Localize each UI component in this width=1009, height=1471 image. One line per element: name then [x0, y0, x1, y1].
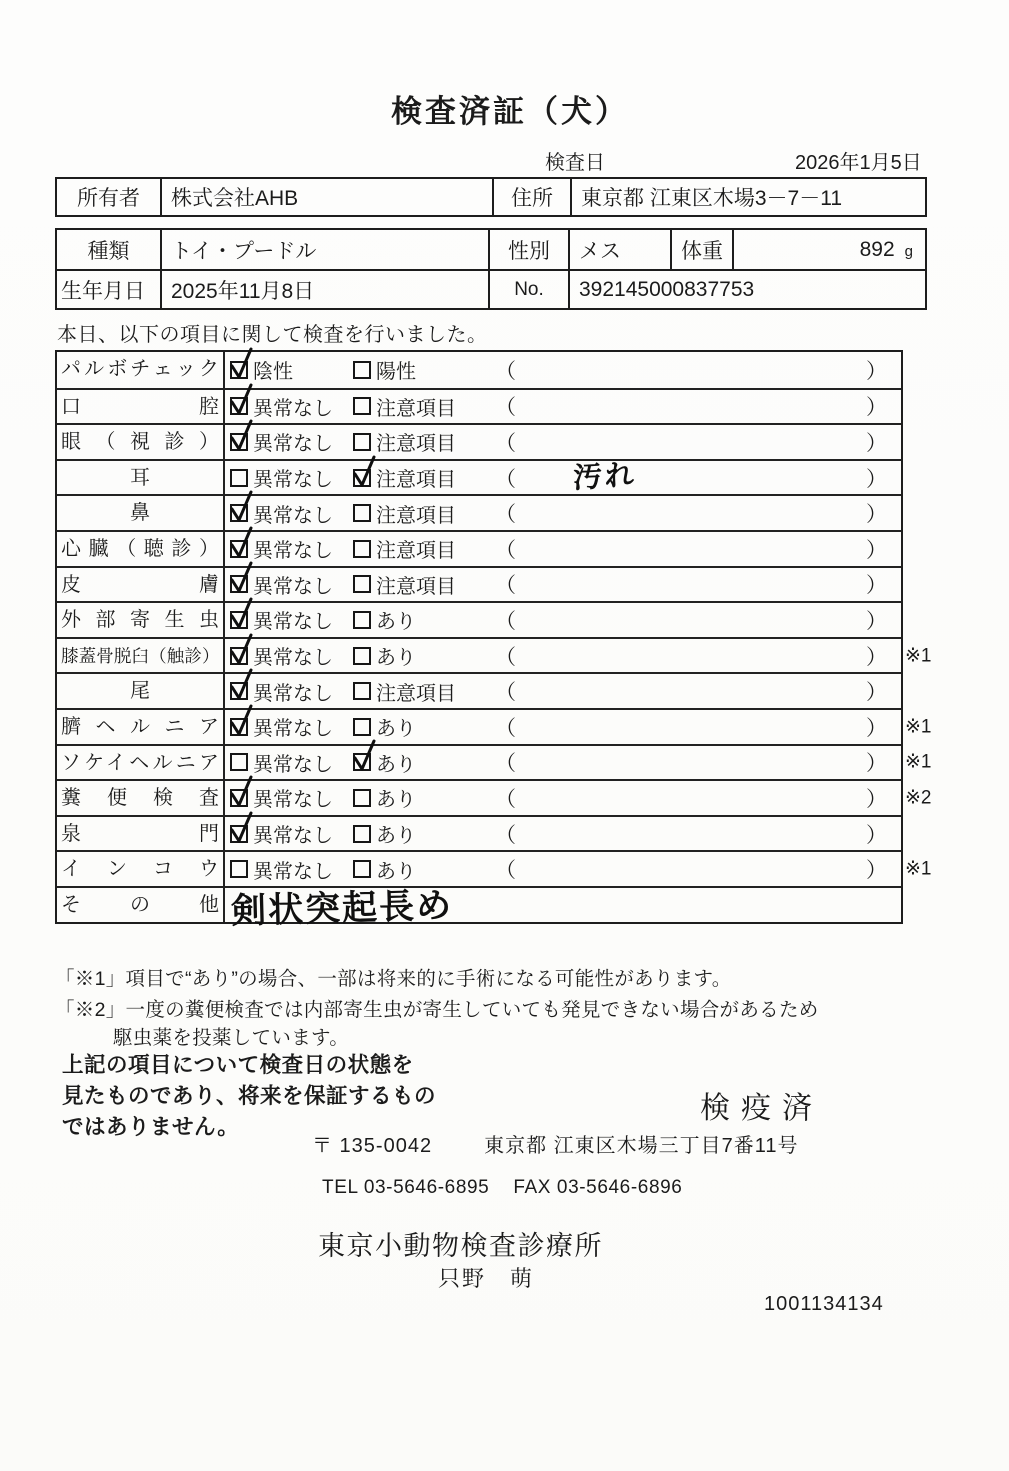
checkbox-icon [353, 361, 371, 379]
no-label: No. [488, 271, 568, 308]
exam-item-content [225, 710, 901, 744]
breed-label: 種類 [87, 239, 130, 263]
paren-open: （ [495, 681, 516, 705]
check-mark-icon [228, 418, 255, 454]
disclaimer-line-3: ではありません。 [62, 1115, 240, 1139]
paren-open: （ [495, 431, 516, 455]
table-row [57, 423, 901, 459]
option-2-label: 注意項目 [376, 397, 456, 420]
checkbox-icon [353, 789, 371, 807]
checkbox-icon [353, 682, 371, 700]
breed-value: トイ・プードル [160, 230, 488, 269]
option-2-label: あり [376, 825, 416, 848]
footnote-2-line1: 「※2」一度の糞便検査では内部寄生虫が寄生していても発見できない場合があるため [55, 999, 819, 1021]
clinic-name: 東京小動物検査診療所 [318, 1231, 603, 1261]
exam-item-label: 耳 [57, 461, 225, 495]
option-2-label: あり [376, 860, 416, 883]
exam-date-label: 検査日 [545, 152, 605, 174]
intro-text: 本日、以下の項目に関して検査を行いました。 [57, 324, 488, 346]
paren-close: ） [866, 859, 887, 883]
check-mark-icon [228, 632, 255, 668]
paren-close: ） [866, 467, 887, 491]
certificate-title: 検査済証（犬） [391, 94, 629, 129]
paren-close: ） [866, 823, 887, 847]
option-2 [353, 352, 416, 388]
serial-number: 1001134134 [764, 1293, 884, 1315]
option-2-label: 注意項目 [376, 575, 456, 598]
clinic-tel: TEL 03-5646-6895 [322, 1177, 490, 1198]
option-2 [353, 461, 456, 495]
check-mark-icon [228, 525, 255, 561]
checkbox-icon [230, 540, 248, 558]
checkbox-icon [230, 860, 248, 878]
footnote-1: 「※1」項目で“あり”の場合、一部は将来的に手術になる可能性があります。 [55, 968, 732, 990]
owner-table [55, 177, 927, 217]
exam-item-content [225, 496, 901, 530]
address-label: 住所 [492, 179, 570, 215]
check-mark-icon [228, 667, 255, 703]
footnote-ref: ※2 [905, 787, 932, 809]
sex-label: 性別 [488, 230, 568, 269]
exam-item-content [225, 746, 901, 780]
check-mark-icon [351, 454, 378, 490]
paren-open: （ [495, 503, 516, 527]
checkbox-icon [230, 718, 248, 736]
option-1 [230, 817, 333, 851]
exam-item-label: 尾 [57, 674, 225, 708]
exam-item-content [225, 674, 901, 708]
option-1-label: 異常なし [253, 647, 333, 670]
option-1-label: 異常なし [253, 753, 333, 776]
clinic-fax: FAX 03-5646-6896 [513, 1177, 683, 1198]
checkbox-icon [230, 611, 248, 629]
sex-value: メス [568, 230, 670, 269]
exam-table [55, 350, 932, 931]
no-value: 392145000837753 [568, 271, 925, 308]
weight-unit: g [904, 243, 913, 260]
checkbox-icon [353, 860, 371, 878]
option-2-label: あり [376, 647, 416, 670]
table-row [57, 815, 901, 851]
owner-value: 株式会社AHB [160, 179, 492, 215]
checkbox-icon [353, 753, 371, 771]
option-1 [230, 710, 333, 744]
weight-value: 892 [859, 237, 895, 261]
checkbox-icon [230, 504, 248, 522]
table-row [57, 352, 901, 388]
option-2 [353, 568, 456, 602]
disclaimer-line-1: 上記の項目について検査日の状態を [62, 1053, 414, 1077]
paren-open: （ [495, 396, 516, 420]
option-2-label: あり [376, 611, 416, 634]
examiner-name: 只野 萌 [438, 1266, 535, 1291]
option-2-label: あり [376, 718, 416, 741]
checkbox-icon [230, 575, 248, 593]
paren-close: ） [866, 503, 887, 527]
table-row [57, 672, 901, 708]
paren-close: ） [866, 787, 887, 811]
exam-item-label: 皮膚 [57, 568, 225, 602]
exam-item-label: インコウ [57, 852, 225, 886]
exam-item-content [225, 352, 901, 388]
exam-item-label: 糞便検査 [57, 781, 225, 815]
exam-item-content [225, 639, 901, 673]
table-row [57, 886, 901, 931]
option-1-label: 異常なし [253, 575, 333, 598]
footnote-ref: ※1 [905, 751, 932, 773]
check-mark-icon [228, 703, 255, 739]
checkbox-icon [230, 433, 248, 451]
option-2-label: 注意項目 [376, 682, 456, 705]
checkbox-icon [353, 575, 371, 593]
option-2-label: 陽性 [376, 361, 416, 384]
paren-open: （ [495, 574, 516, 598]
option-2-label: 注意項目 [376, 540, 456, 563]
checkbox-icon [230, 397, 248, 415]
option-1-label: 異常なし [253, 540, 333, 563]
pet-table [55, 228, 927, 310]
pet-table-row-1 [57, 230, 925, 269]
table-row [57, 566, 901, 602]
checkbox-icon [353, 611, 371, 629]
check-mark-icon [228, 560, 255, 596]
check-mark-icon [228, 382, 255, 418]
table-row [57, 779, 932, 815]
exam-item-label: ソケイヘルニア [57, 746, 225, 780]
paren-close: ） [866, 396, 887, 420]
table-row [57, 708, 932, 744]
option-1-label: 異常なし [253, 718, 333, 741]
table-row [57, 494, 901, 530]
option-2-label: 注意項目 [376, 469, 456, 492]
option-1-label: 異常なし [253, 825, 333, 848]
option-2-label: あり [376, 753, 416, 776]
paren-close: ） [866, 681, 887, 705]
checkbox-icon [353, 825, 371, 843]
quarantine-stamp: 検疫済 [700, 1092, 823, 1125]
paren-open: （ [495, 609, 516, 633]
paren-open: （ [495, 359, 516, 383]
option-1-label: 異常なし [253, 433, 333, 456]
table-row [57, 601, 901, 637]
checkbox-icon [230, 469, 248, 487]
exam-item-content [225, 425, 901, 459]
paren-close: ） [866, 431, 887, 455]
option-1-label: 陰性 [253, 361, 293, 384]
paren-open: （ [495, 752, 516, 776]
exam-item-label: 泉門 [57, 817, 225, 851]
checkbox-icon [230, 825, 248, 843]
option-1 [230, 425, 333, 459]
footnote-ref: ※1 [905, 716, 932, 738]
check-mark-icon [228, 810, 255, 846]
checkbox-icon [353, 540, 371, 558]
exam-item-content [225, 568, 901, 602]
option-2 [353, 639, 416, 673]
table-row [57, 637, 932, 673]
footnote-2-line2: 駆虫薬を投薬しています。 [113, 1027, 350, 1049]
disclaimer-line-2: 見たものであり、将来を保証するもの [62, 1084, 437, 1108]
pet-table-row-2 [57, 269, 925, 308]
exam-item-label: 外部寄生虫 [57, 603, 225, 637]
check-mark-icon [351, 738, 378, 774]
handwritten-note: 汚れ [572, 459, 638, 495]
exam-item-label: その他 [57, 888, 225, 922]
option-1-label: 異常なし [253, 504, 333, 527]
checkbox-icon [230, 647, 248, 665]
footnote-ref: ※1 [905, 645, 932, 667]
exam-item-label: パルボチェック [57, 352, 225, 388]
option-1-label: 異常なし [253, 860, 333, 883]
paren-open: （ [495, 538, 516, 562]
checkbox-icon [353, 504, 371, 522]
option-2-label: 注意項目 [376, 433, 456, 456]
option-2 [353, 496, 456, 530]
option-2 [353, 390, 456, 424]
option-1-label: 異常なし [253, 611, 333, 634]
checkbox-icon [230, 753, 248, 771]
option-2 [353, 532, 456, 566]
paren-close: ） [866, 609, 887, 633]
paren-open: （ [495, 787, 516, 811]
paren-close: ） [866, 538, 887, 562]
paren-open: （ [495, 645, 516, 669]
exam-item-label: 鼻 [57, 496, 225, 530]
check-mark-icon [228, 596, 255, 632]
exam-item-label: 心臓（聴診） [57, 532, 225, 566]
checkbox-icon [353, 718, 371, 736]
exam-item-label: 眼（視診） [57, 425, 225, 459]
clinic-address-line [312, 1129, 799, 1158]
checkbox-icon [353, 397, 371, 415]
exam-item-content [225, 886, 901, 931]
exam-item-label: 臍ヘルニア [57, 710, 225, 744]
table-row [57, 388, 901, 424]
clinic-tel-line [322, 1177, 682, 1199]
checkbox-icon [230, 789, 248, 807]
handwritten-other: 剣状突起長め [230, 886, 454, 931]
birth-label: 生年月日 [61, 279, 145, 303]
exam-item-content [225, 461, 901, 495]
address-value: 東京都 江東区木場3－7－11 [570, 179, 925, 215]
owner-label: 所有者 [77, 187, 140, 210]
paren-close: ） [866, 645, 887, 669]
checkbox-icon [353, 647, 371, 665]
exam-item-content [225, 390, 901, 424]
checkbox-icon [353, 469, 371, 487]
exam-item-label: 膝蓋骨脱臼（触診） [57, 639, 225, 673]
check-mark-icon [228, 489, 255, 525]
footnote-ref: ※1 [905, 858, 932, 880]
check-mark-icon [228, 346, 255, 382]
paren-open: （ [495, 859, 516, 883]
exam-item-label: 口腔 [57, 390, 225, 424]
option-2 [353, 674, 456, 708]
exam-item-content [225, 817, 901, 851]
paren-open: （ [495, 716, 516, 740]
checkbox-icon [230, 682, 248, 700]
clinic-address: 東京都 江東区木場三丁目7番11号 [484, 1135, 799, 1157]
exam-date-value: 2026年1月5日 [795, 152, 922, 174]
exam-item-content [225, 781, 901, 815]
weight-value-cell [732, 230, 925, 269]
paren-open: （ [495, 823, 516, 847]
table-row [57, 744, 932, 780]
exam-item-content [225, 532, 901, 566]
option-2-label: あり [376, 789, 416, 812]
paren-close: ） [866, 574, 887, 598]
table-row [57, 530, 901, 566]
table-row [57, 459, 901, 495]
paren-close: ） [866, 716, 887, 740]
option-2 [353, 746, 416, 780]
option-2 [353, 603, 416, 637]
paren-close: ） [866, 359, 887, 383]
option-2 [353, 817, 416, 851]
option-2-label: 注意項目 [376, 504, 456, 527]
option-1-label: 異常なし [253, 469, 333, 492]
exam-item-content [225, 603, 901, 637]
paren-close: ） [866, 752, 887, 776]
table-row [57, 850, 932, 886]
checkbox-icon [353, 433, 371, 451]
option-1-label: 異常なし [253, 397, 333, 420]
checkbox-icon [230, 361, 248, 379]
check-mark-icon [228, 774, 255, 810]
option-2 [353, 781, 416, 815]
option-1-label: 異常なし [253, 789, 333, 812]
paren-open: （ [495, 467, 516, 491]
weight-label: 体重 [670, 230, 732, 269]
clinic-postal: 〒 135-0042 [312, 1135, 433, 1157]
option-1-label: 異常なし [253, 682, 333, 705]
birth-value: 2025年11月8日 [160, 271, 488, 308]
